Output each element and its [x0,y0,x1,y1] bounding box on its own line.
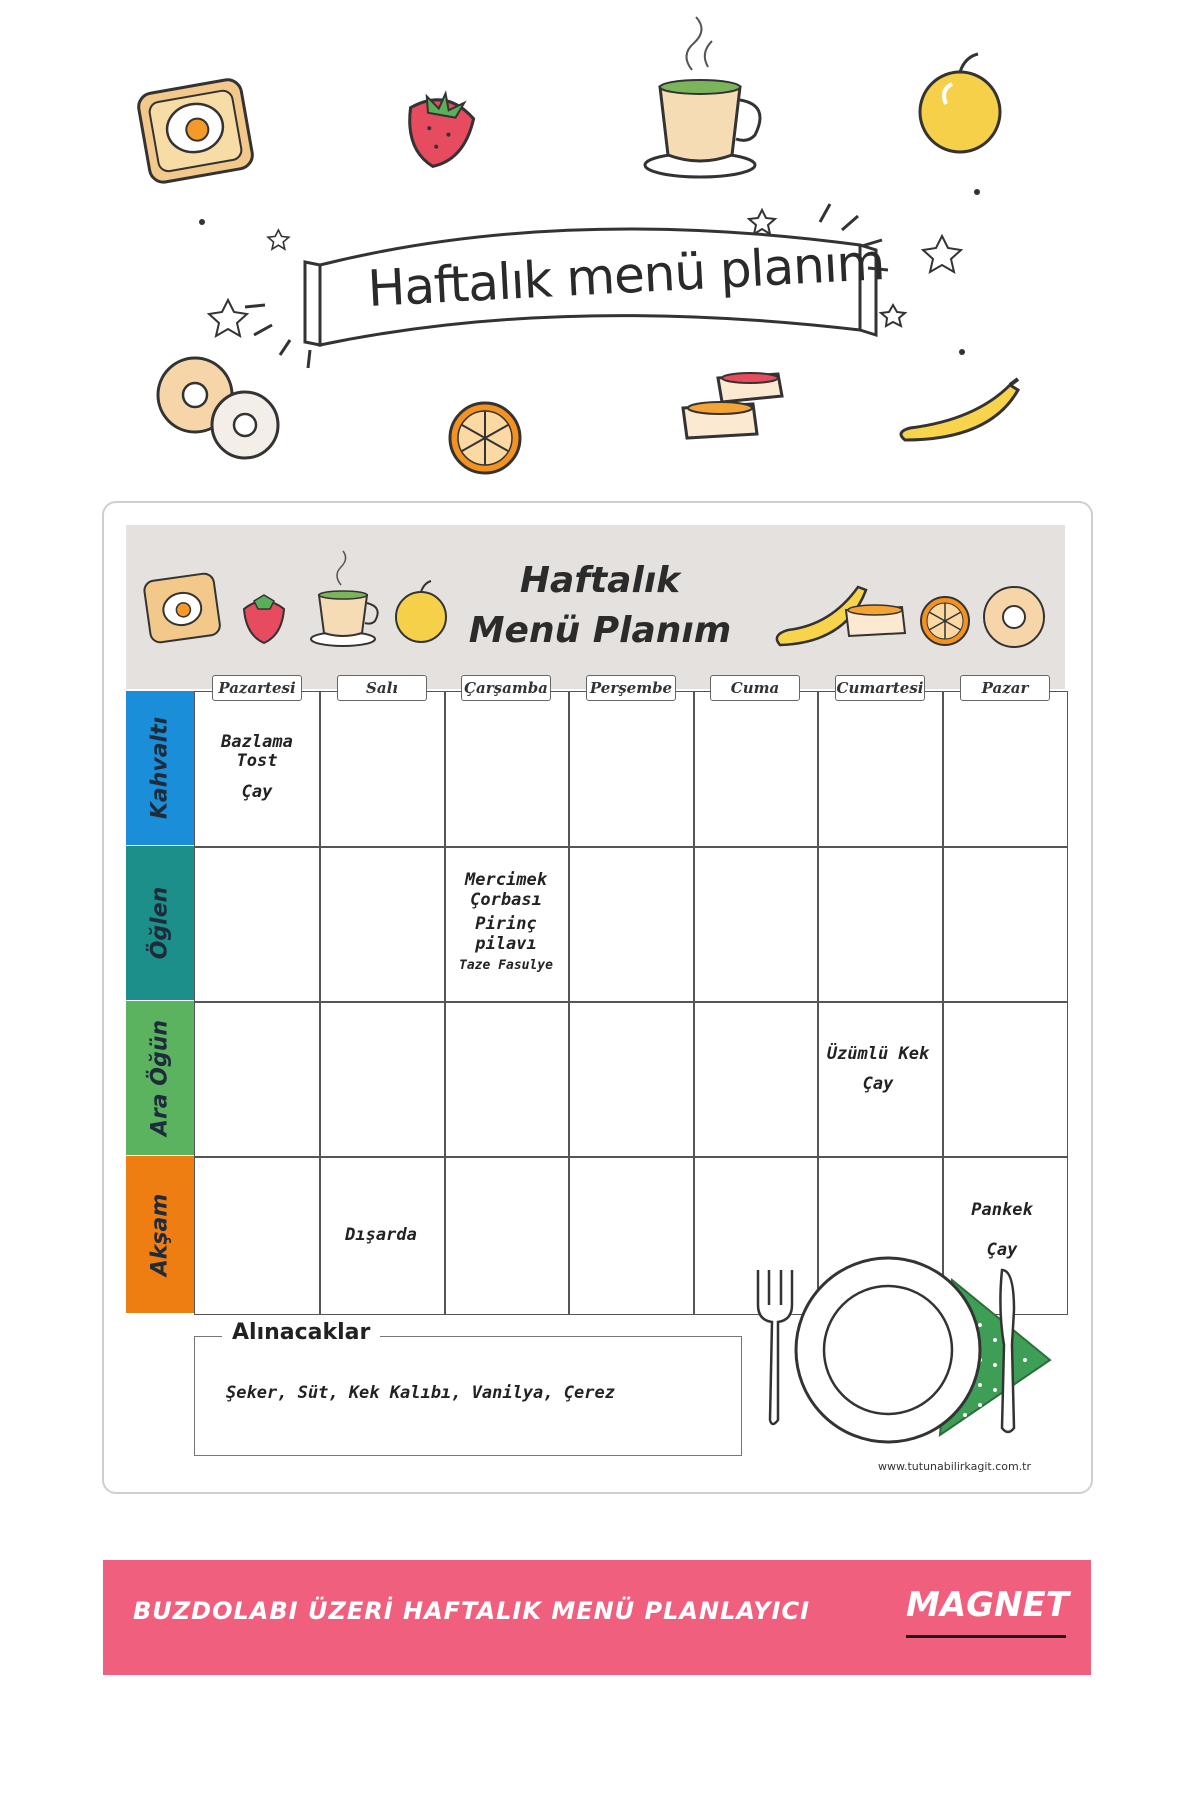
entry-line: Tost [236,751,278,771]
banner-title: Haftalık menü planım [366,233,886,319]
card-title [440,556,760,656]
meal-label: Akşam [147,1193,173,1276]
strawberry-icon [244,595,284,643]
strawberry-icon [401,88,477,172]
entry-line: Çay [241,782,273,802]
entry-line: Pirinç pilavı [475,914,537,954]
coffee-cup-icon [311,551,378,646]
toast-egg-icon [143,572,221,643]
fork-icon [758,1270,792,1424]
entry-line: Bazlama [221,732,293,752]
website-url: www.tutunabilirkagit.com.tr [878,1460,1032,1473]
day-tab-pazartesi: Pazartesi [212,675,302,701]
day-tab-carsamba: Çarşamba [461,675,551,701]
meal-band-ara-ogun [126,1001,194,1155]
entry-kahvalti-pazartesi [196,733,318,802]
day-tab-pazar: Pazar [960,675,1050,701]
apple-icon [396,581,446,642]
menu-grid [194,691,1068,1315]
meal-band-kahvalti [126,691,194,845]
promo-banner-highlight: MAGNET [906,1585,1069,1625]
shopping-list-items: Şeker, Süt, Kek Kalıbı, Vanilya, Çerez [226,1383,615,1403]
shopping-list-title: Alınacaklar [222,1320,380,1345]
day-tab-cuma: Cuma [710,675,800,701]
meal-band-oglen [126,846,194,1000]
meal-band-aksam [126,1156,194,1313]
day-tab-cumartesi: Cumartesi [835,675,925,701]
card-title-line2: Menü Planım [468,610,732,651]
entry-aksam-sali [319,1225,443,1245]
highlight-underline [906,1635,1066,1638]
entry-line: Çorbası [470,890,542,910]
entry-ara-cumartesi [815,1039,941,1099]
entry-line: Mercimek [465,870,547,890]
orange-slice-icon [450,403,520,473]
day-tab-sali: Salı [337,675,427,701]
entry-oglen-carsamba [443,870,569,976]
banana-icon [901,379,1018,440]
table-setting [740,1250,1070,1450]
dip-bowls-icon [846,605,905,636]
orange-slice-icon [921,597,969,645]
card-title-line1: Haftalık [519,560,681,601]
top-illustrations [0,0,1200,480]
entry-line: Çay [862,1074,894,1094]
plate-icon [796,1258,980,1442]
entry-line: Üzümlü Kek [826,1044,930,1064]
toast-egg-icon [136,78,254,185]
day-tab-persembe: Perşembe [586,675,676,701]
meal-label: Öğlen [147,886,173,960]
promo-banner-text: BUZDOLABI ÜZERİ HAFTALIK MENÜ PLANLAYICI [133,1597,811,1625]
dip-bowls-icon [683,373,782,438]
apple-icon [920,54,1000,152]
meal-label: Ara Öğün [147,1019,173,1137]
entry-line: Çay [986,1240,1018,1260]
entry-line: Dışarda [345,1225,417,1245]
entry-line: Pankek [971,1200,1033,1220]
meal-label: Kahvaltı [147,716,173,820]
entry-line: Taze Fasulye [459,958,553,973]
donut-icon [158,358,278,458]
donut-icon [984,587,1044,647]
coffee-cup-icon [645,17,760,177]
